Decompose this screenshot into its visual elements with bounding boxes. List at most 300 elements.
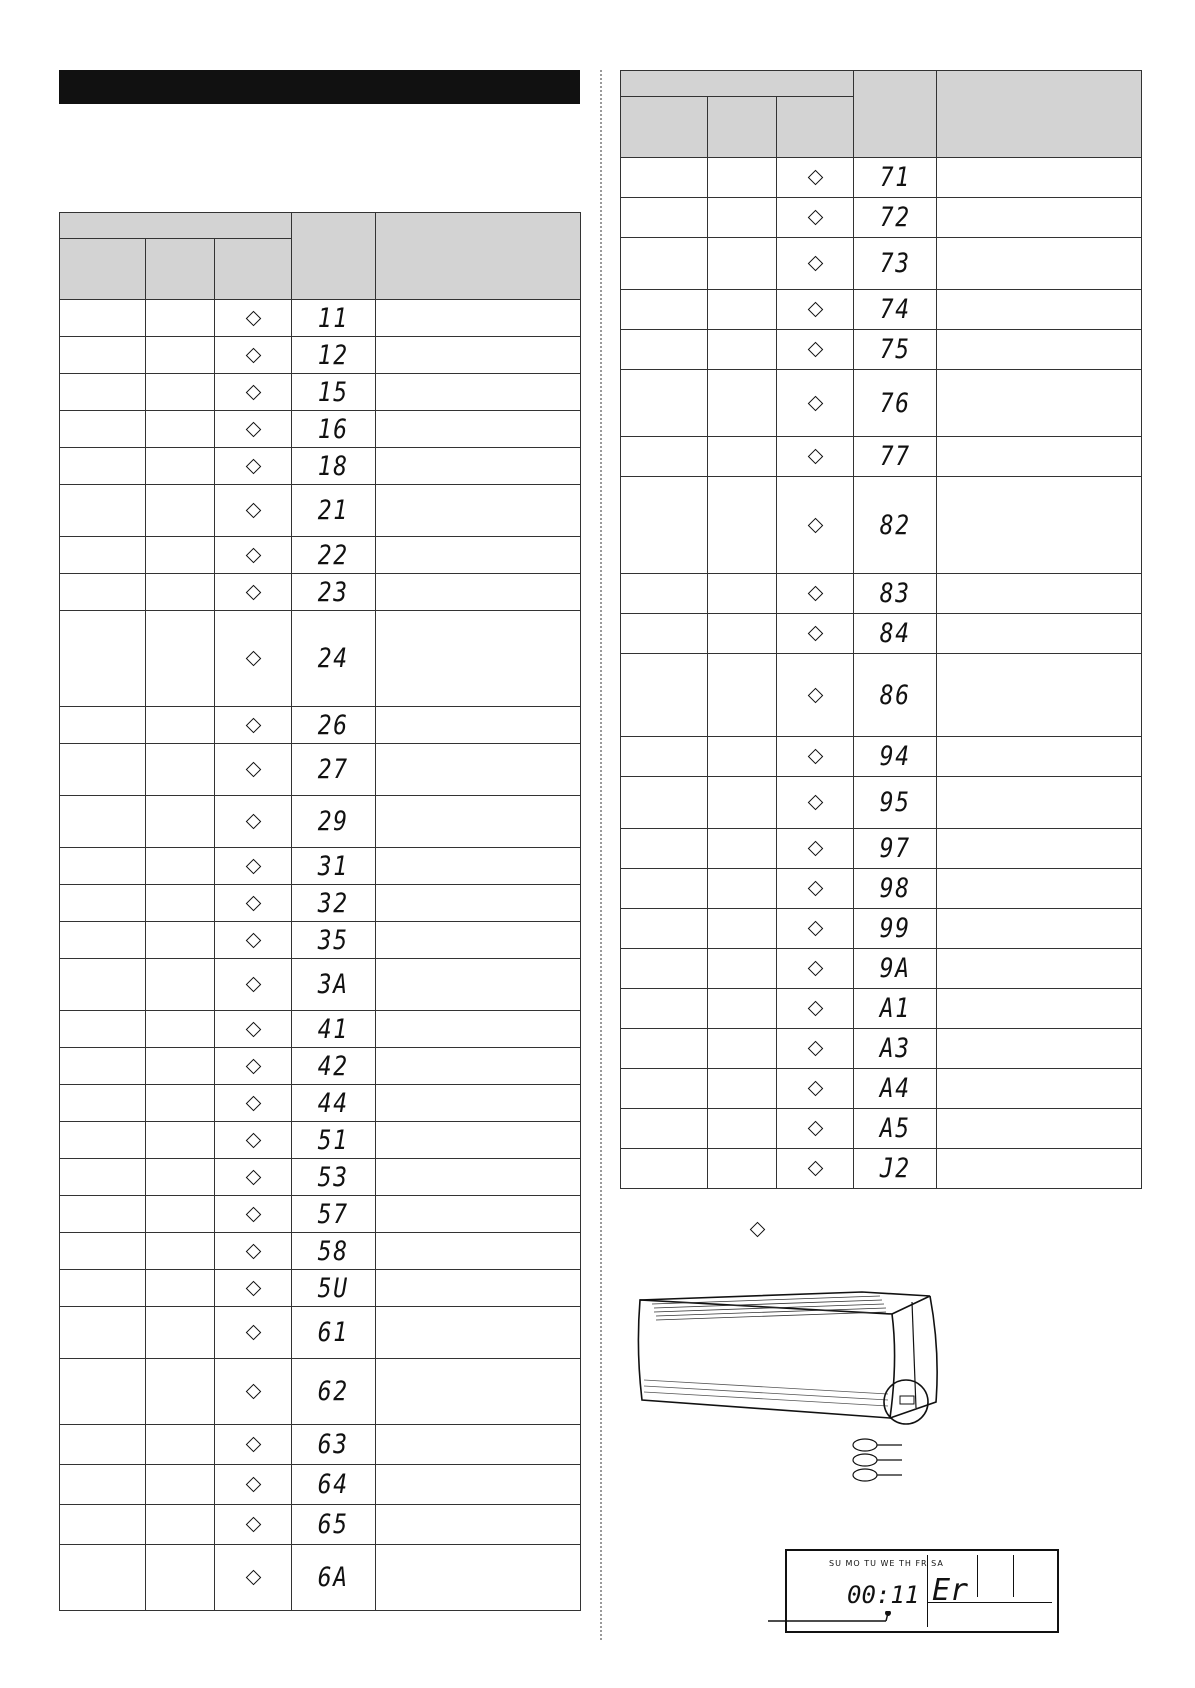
diamond-icon — [245, 584, 261, 600]
lamp-2-cell — [146, 744, 215, 796]
lamp-2-cell — [708, 158, 777, 198]
description-cell — [937, 198, 1142, 238]
error-code: 51 — [317, 1124, 350, 1156]
error-code: 94 — [879, 741, 911, 772]
lamp-3-cell — [215, 1122, 292, 1159]
lamp-2-cell — [146, 411, 215, 448]
table-row — [621, 238, 1142, 290]
lamp-3-cell — [215, 1085, 292, 1122]
diamond-icon — [245, 1280, 261, 1296]
description-cell — [937, 330, 1142, 370]
lamp-3-cell — [215, 374, 292, 411]
lamp-1-cell — [60, 848, 146, 885]
error-code: 31 — [317, 850, 350, 882]
error-code: 32 — [317, 887, 350, 919]
lamp-2-cell — [708, 574, 777, 614]
diamond-icon — [245, 1570, 261, 1586]
description-cell — [937, 290, 1142, 330]
lamp-2-cell — [146, 374, 215, 411]
error-code: 58 — [317, 1235, 350, 1267]
description-cell — [376, 1465, 581, 1505]
code-cell — [292, 707, 376, 744]
description-cell — [937, 614, 1142, 654]
diamond-icon — [807, 749, 823, 765]
code-cell — [292, 1233, 376, 1270]
code-cell — [854, 1149, 937, 1189]
error-code: 77 — [879, 441, 911, 472]
error-code: 21 — [317, 495, 350, 526]
diamond-icon — [245, 1132, 261, 1148]
description-header — [376, 213, 581, 300]
description-cell — [937, 158, 1142, 198]
lamp-1-cell — [621, 654, 708, 737]
error-code: 84 — [879, 618, 911, 649]
table-row — [60, 1122, 581, 1159]
lamp-3-cell — [215, 1270, 292, 1307]
error-code: 95 — [879, 787, 911, 818]
error-code: 64 — [317, 1469, 350, 1500]
code-cell — [292, 1505, 376, 1545]
table-row — [621, 829, 1142, 869]
indicator-header — [621, 71, 854, 97]
lamp-2-cell — [146, 574, 215, 611]
table-row — [60, 537, 581, 574]
lamp-1-cell — [60, 1465, 146, 1505]
description-cell — [376, 796, 581, 848]
lamp-3-cell — [215, 1159, 292, 1196]
lamp-1-cell — [621, 437, 708, 477]
lamp-3-cell — [777, 949, 854, 989]
lamp-1-cell — [60, 1011, 146, 1048]
table-row — [60, 448, 581, 485]
diamond-icon — [807, 1001, 823, 1017]
table-row — [621, 574, 1142, 614]
table-row — [621, 290, 1142, 330]
diamond-icon — [245, 1058, 261, 1074]
diamond-icon — [245, 1384, 261, 1400]
diamond-icon — [245, 1206, 261, 1222]
table-row — [60, 1545, 581, 1611]
error-code: 44 — [317, 1087, 350, 1119]
description-cell — [376, 1270, 581, 1307]
description-cell — [937, 238, 1142, 290]
lamp-2-cell — [708, 737, 777, 777]
lamp-3-cell — [777, 1069, 854, 1109]
code-cell — [292, 374, 376, 411]
table-row — [621, 737, 1142, 777]
error-code: 53 — [317, 1161, 350, 1193]
description-cell — [376, 1011, 581, 1048]
error-code: 65 — [317, 1509, 350, 1540]
error-code: 42 — [317, 1050, 350, 1082]
lamp-2-cell — [708, 654, 777, 737]
description-cell — [376, 959, 581, 1011]
lamp-3-cell — [777, 330, 854, 370]
lamp-2-cell — [146, 1307, 215, 1359]
diamond-icon — [807, 1041, 823, 1057]
error-code: 73 — [879, 248, 911, 279]
lamp-1-cell — [621, 198, 708, 238]
error-code: 99 — [879, 913, 911, 944]
lamp-3-cell — [215, 1307, 292, 1359]
error-code: 82 — [879, 509, 911, 541]
description-cell — [376, 848, 581, 885]
diamond-icon — [245, 858, 261, 874]
lamp-1-cell — [60, 1085, 146, 1122]
lamp-2-cell — [146, 1270, 215, 1307]
error-code: J2 — [879, 1153, 911, 1184]
description-cell — [376, 1359, 581, 1425]
code-cell — [854, 909, 937, 949]
lamp-3-header — [215, 239, 292, 300]
diamond-icon — [807, 795, 823, 811]
lamp-2-header — [708, 97, 777, 158]
table-row — [621, 477, 1142, 574]
code-cell — [854, 869, 937, 909]
error-code: 35 — [317, 924, 350, 956]
lamp-1-cell — [60, 1122, 146, 1159]
description-cell — [376, 1505, 581, 1545]
code-cell — [854, 330, 937, 370]
diamond-icon — [245, 547, 261, 563]
lamp-3-cell — [777, 198, 854, 238]
error-code: 71 — [879, 162, 911, 193]
lamp-2-cell — [146, 337, 215, 374]
lamp-1-cell — [60, 744, 146, 796]
lamp-3-cell — [215, 1011, 292, 1048]
diamond-icon — [807, 170, 823, 186]
error-code: 72 — [879, 202, 911, 233]
table-row — [621, 330, 1142, 370]
lamp-2-cell — [146, 1359, 215, 1425]
diamond-icon — [245, 814, 261, 830]
code-header — [854, 71, 937, 158]
lamp-2-cell — [146, 1011, 215, 1048]
table-row — [621, 1029, 1142, 1069]
code-cell — [854, 777, 937, 829]
lamp-3-cell — [777, 574, 854, 614]
table-row — [621, 1149, 1142, 1189]
table-row — [621, 437, 1142, 477]
description-cell — [376, 374, 581, 411]
lamp-1-cell — [621, 330, 708, 370]
diamond-icon — [245, 651, 261, 667]
lamp-3-cell — [777, 654, 854, 737]
weekday-labels: SU MO TU WE TH FR SA — [829, 1559, 944, 1568]
table-row — [621, 654, 1142, 737]
table-row — [60, 959, 581, 1011]
table-row — [621, 909, 1142, 949]
code-cell — [292, 485, 376, 537]
lamp-1-cell — [60, 922, 146, 959]
lamp-3-cell — [777, 737, 854, 777]
code-cell — [292, 611, 376, 707]
lamp-1-cell — [60, 885, 146, 922]
lamp-3-cell — [215, 1196, 292, 1233]
error-code: 3A — [317, 969, 350, 1000]
diamond-icon — [807, 395, 823, 411]
lamp-1-cell — [621, 869, 708, 909]
code-cell — [292, 1465, 376, 1505]
error-code: 63 — [317, 1429, 350, 1460]
diamond-icon — [245, 1169, 261, 1185]
lamp-2-cell — [146, 848, 215, 885]
lamp-1-cell — [621, 1069, 708, 1109]
lamp-1-header — [621, 97, 708, 158]
error-code: 41 — [317, 1013, 350, 1045]
lamp-3-cell — [777, 829, 854, 869]
lamp-2-cell — [708, 370, 777, 437]
diamond-icon — [245, 717, 261, 733]
description-cell — [376, 922, 581, 959]
error-code: 5U — [317, 1272, 350, 1304]
error-code: 23 — [317, 576, 350, 608]
error-code: 74 — [879, 294, 911, 325]
lamp-1-cell — [60, 574, 146, 611]
code-cell — [854, 989, 937, 1029]
code-cell — [854, 1109, 937, 1149]
diamond-icon — [807, 1081, 823, 1097]
table-row — [60, 707, 581, 744]
lamp-1-cell — [621, 1109, 708, 1149]
error-code: 18 — [317, 450, 350, 482]
description-cell — [376, 1122, 581, 1159]
table-row — [621, 614, 1142, 654]
description-cell — [937, 737, 1142, 777]
diamond-icon — [807, 342, 823, 358]
description-header — [937, 71, 1142, 158]
diamond-icon — [245, 1517, 261, 1533]
error-code: 24 — [317, 643, 350, 674]
lamp-3-cell — [215, 574, 292, 611]
table-row — [621, 370, 1142, 437]
lamp-1-header — [60, 239, 146, 300]
table-row — [60, 1048, 581, 1085]
lamp-1-cell — [621, 949, 708, 989]
error-code: 11 — [317, 302, 350, 334]
code-cell — [292, 537, 376, 574]
lamp-3-cell — [215, 1545, 292, 1611]
lamp-1-cell — [60, 1307, 146, 1359]
description-cell — [376, 574, 581, 611]
lamp-2-cell — [708, 777, 777, 829]
left-error-table-wrapper — [59, 212, 580, 1611]
lamp-1-icon — [853, 1439, 877, 1451]
table-row — [60, 1233, 581, 1270]
code-cell — [292, 959, 376, 1011]
description-cell — [376, 485, 581, 537]
lamp-3-cell — [215, 1048, 292, 1085]
lamp-2-cell — [708, 1109, 777, 1149]
table-row — [60, 485, 581, 537]
column-divider — [600, 70, 602, 1640]
description-cell — [937, 949, 1142, 989]
error-code: 98 — [879, 873, 911, 904]
lamp-2-cell — [146, 448, 215, 485]
lamp-1-cell — [621, 238, 708, 290]
table-row — [60, 1307, 581, 1359]
lamp-3-cell — [215, 1505, 292, 1545]
lamp-1-cell — [60, 1159, 146, 1196]
table-row — [60, 1425, 581, 1465]
lamp-3-cell — [215, 1359, 292, 1425]
code-cell — [292, 1270, 376, 1307]
diamond-icon — [807, 302, 823, 318]
lamp-1-cell — [60, 1505, 146, 1545]
description-cell — [937, 437, 1142, 477]
lamp-1-cell — [621, 370, 708, 437]
table-row — [621, 1109, 1142, 1149]
lamp-3-cell — [777, 989, 854, 1029]
table-row — [60, 337, 581, 374]
lamp-3-cell — [777, 238, 854, 290]
lamp-3-cell — [215, 337, 292, 374]
diamond-icon — [807, 210, 823, 226]
lamp-3-cell — [777, 869, 854, 909]
lamp-1-cell — [60, 411, 146, 448]
error-code: A5 — [879, 1113, 911, 1144]
description-cell — [937, 829, 1142, 869]
diamond-icon — [245, 895, 261, 911]
diamond-icon — [245, 932, 261, 948]
lamp-2-cell — [708, 869, 777, 909]
description-cell — [937, 1029, 1142, 1069]
indoor-unit-illustration — [630, 1290, 950, 1490]
code-cell — [854, 198, 937, 238]
lamp-2-cell — [146, 959, 215, 1011]
diamond-icon — [245, 762, 261, 778]
table-row — [60, 374, 581, 411]
table-row — [621, 158, 1142, 198]
lamp-2-cell — [146, 1159, 215, 1196]
lamp-2-cell — [146, 1085, 215, 1122]
lamp-1-cell — [60, 1233, 146, 1270]
code-cell — [854, 158, 937, 198]
diamond-icon — [245, 1477, 261, 1493]
diamond-icon — [807, 517, 823, 533]
table-row — [621, 1069, 1142, 1109]
lamp-2-cell — [708, 949, 777, 989]
lamp-2-cell — [146, 1048, 215, 1085]
lamp-1-cell — [60, 1425, 146, 1465]
lamp-3-cell — [215, 1465, 292, 1505]
table-row — [60, 1196, 581, 1233]
table-row — [60, 744, 581, 796]
lamp-3-cell — [215, 922, 292, 959]
description-cell — [376, 1085, 581, 1122]
code-cell — [292, 1196, 376, 1233]
error-code: 12 — [317, 339, 350, 371]
description-cell — [376, 885, 581, 922]
code-cell — [854, 290, 937, 330]
table-row — [621, 198, 1142, 238]
code-cell — [854, 737, 937, 777]
description-cell — [937, 989, 1142, 1029]
description-cell — [376, 1233, 581, 1270]
lamp-2-cell — [146, 300, 215, 337]
pointer-line — [768, 1611, 892, 1625]
lamp-2-cell — [146, 1122, 215, 1159]
error-code: 29 — [317, 806, 350, 837]
code-cell — [854, 949, 937, 989]
lamp-3-cell — [777, 1149, 854, 1189]
lamp-2-cell — [708, 614, 777, 654]
section-title-bar — [59, 70, 580, 104]
diamond-icon — [245, 1325, 261, 1341]
error-code: 97 — [879, 833, 911, 864]
lamp-1-cell — [60, 537, 146, 574]
right-error-table — [620, 70, 1142, 1189]
description-cell — [376, 707, 581, 744]
lamp-3-cell — [777, 909, 854, 949]
table-row — [621, 777, 1142, 829]
lamp-1-cell — [60, 337, 146, 374]
table-row — [60, 1159, 581, 1196]
lamp-1-cell — [60, 1545, 146, 1611]
lamp-2-cell — [708, 238, 777, 290]
diamond-icon — [807, 1161, 823, 1177]
lamp-1-cell — [60, 1196, 146, 1233]
code-cell — [292, 1011, 376, 1048]
description-cell — [376, 337, 581, 374]
diamond-icon — [245, 1243, 261, 1259]
lamp-1-cell — [621, 989, 708, 1029]
code-cell — [854, 574, 937, 614]
code-cell — [292, 1359, 376, 1425]
diamond-icon — [245, 347, 261, 363]
diamond-icon — [245, 1095, 261, 1111]
description-cell — [937, 477, 1142, 574]
lamp-2-cell — [146, 485, 215, 537]
lamp-2-header — [146, 239, 215, 300]
lamp-1-cell — [621, 909, 708, 949]
lamp-2-cell — [146, 922, 215, 959]
lamp-2-cell — [146, 537, 215, 574]
table-row — [60, 1270, 581, 1307]
code-cell — [292, 448, 376, 485]
diamond-icon — [807, 687, 823, 703]
description-cell — [376, 448, 581, 485]
lamp-3-cell — [215, 959, 292, 1011]
lamp-2-cell — [708, 1149, 777, 1189]
lamp-1-cell — [621, 737, 708, 777]
lamp-2-cell — [708, 290, 777, 330]
description-cell — [376, 1159, 581, 1196]
table-row — [621, 869, 1142, 909]
lamp-1-cell — [621, 158, 708, 198]
diamond-icon — [245, 310, 261, 326]
lamp-2-cell — [146, 611, 215, 707]
lamp-3-cell — [215, 885, 292, 922]
lamp-3-cell — [215, 300, 292, 337]
lamp-3-cell — [215, 537, 292, 574]
right-error-table-wrapper — [620, 70, 1141, 1189]
lamp-2-cell — [708, 829, 777, 869]
diamond-icon — [245, 503, 261, 519]
code-cell — [854, 238, 937, 290]
description-cell — [376, 1307, 581, 1359]
lamp-2-cell — [708, 909, 777, 949]
diamond-icon — [245, 458, 261, 474]
lamp-1-cell — [60, 300, 146, 337]
error-code: 62 — [317, 1376, 350, 1407]
description-cell — [937, 1149, 1142, 1189]
description-cell — [376, 1425, 581, 1465]
lamp-1-cell — [621, 777, 708, 829]
lamp-2-cell — [146, 707, 215, 744]
error-code: A4 — [879, 1073, 911, 1104]
code-cell — [854, 614, 937, 654]
